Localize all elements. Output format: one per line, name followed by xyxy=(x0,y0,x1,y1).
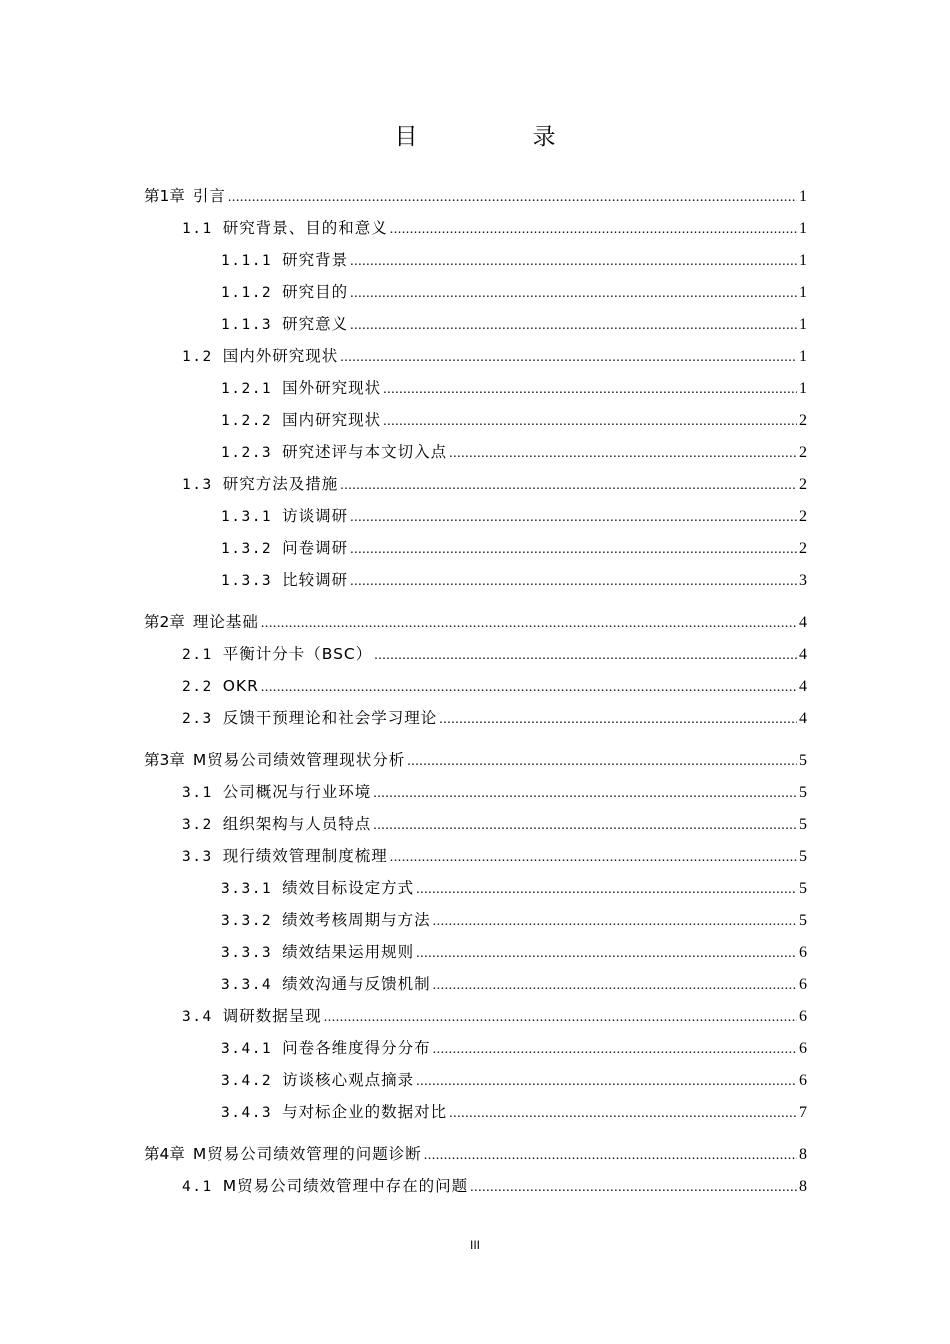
toc-entry-title: 访谈核心观点摘录 xyxy=(282,1071,415,1089)
toc-entry-number: 1.2.1 xyxy=(221,381,273,397)
toc-entry-page: 2 xyxy=(799,540,807,557)
toc-entry-number: 1.1.2 xyxy=(221,285,273,301)
toc-dot-leader xyxy=(373,778,797,810)
toc-subsection-entry[interactable] xyxy=(144,244,807,276)
toc-subsection-entry[interactable] xyxy=(144,372,807,404)
toc-subsection-entry[interactable] xyxy=(144,532,807,564)
toc-entry-number: 3.2 xyxy=(182,817,213,833)
toc-dot-leader xyxy=(433,906,797,938)
toc-dot-leader xyxy=(416,874,797,906)
toc-entry-number: 第2章 xyxy=(144,613,185,631)
toc-entry-number: 1.1 xyxy=(182,221,213,237)
toc-entry-page: 8 xyxy=(799,1146,807,1163)
toc-entry-number: 2.2 xyxy=(182,679,213,695)
toc-entry-title: M贸易公司绩效管理中存在的问题 xyxy=(222,1177,469,1195)
toc-entry-page: 6 xyxy=(799,944,807,961)
toc-entry-number: 1.3.1 xyxy=(221,509,273,525)
toc-subsection-entry[interactable] xyxy=(144,436,807,468)
toc-entry-title: 访谈调研 xyxy=(282,507,349,525)
toc-dot-leader xyxy=(350,246,797,278)
toc-entry-number: 3.4.2 xyxy=(221,1073,273,1089)
toc-dot-leader xyxy=(390,842,797,874)
toc-entry-page: 1 xyxy=(799,316,807,333)
toc-entry-title: 理论基础 xyxy=(192,613,259,631)
toc-subsection-entry[interactable] xyxy=(144,1064,807,1096)
toc-entry-page: 2 xyxy=(799,412,807,429)
toc-entry-title: 调研数据呈现 xyxy=(222,1007,322,1025)
page-title: 目 录 xyxy=(394,124,602,150)
toc-chapter-entry[interactable] xyxy=(144,606,807,638)
toc-entry-number: 1.2.3 xyxy=(221,445,273,461)
toc-dot-leader xyxy=(350,310,797,342)
toc-entry-title: M贸易公司绩效管理现状分析 xyxy=(192,751,406,769)
toc-subsection-entry[interactable] xyxy=(144,1032,807,1064)
toc-entry-number: 1.2 xyxy=(182,349,213,365)
toc-entry-title: 引言 xyxy=(192,187,226,205)
toc-entry-page: 1 xyxy=(799,284,807,301)
toc-section-entry[interactable] xyxy=(144,212,807,244)
toc-entry-page: 1 xyxy=(799,188,807,205)
toc-entry-number: 第3章 xyxy=(144,751,185,769)
toc-section-entry[interactable] xyxy=(144,776,807,808)
toc-dot-leader xyxy=(350,534,797,566)
toc-dot-leader xyxy=(340,470,797,502)
toc-subsection-entry[interactable] xyxy=(144,968,807,1000)
toc-dot-leader xyxy=(407,746,797,778)
toc-dot-leader xyxy=(350,502,797,534)
toc-subsection-entry[interactable] xyxy=(144,500,807,532)
toc-entry-number: 1.3.3 xyxy=(221,573,273,589)
toc-dot-leader xyxy=(433,970,797,1002)
toc-entry-number: 1.2.2 xyxy=(221,413,273,429)
toc-subsection-entry[interactable] xyxy=(144,564,807,596)
toc-dot-leader xyxy=(424,1140,797,1172)
toc-dot-leader xyxy=(390,214,797,246)
toc-dot-leader xyxy=(439,704,797,736)
toc-dot-leader xyxy=(374,640,797,672)
toc-entry-number: 3.3 xyxy=(182,849,213,865)
toc-section-entry[interactable] xyxy=(144,638,807,670)
toc-entry-page: 2 xyxy=(799,508,807,525)
toc-entry-title: 国外研究现状 xyxy=(282,379,382,397)
toc-entry-number: 第4章 xyxy=(144,1145,185,1163)
toc-section-entry[interactable] xyxy=(144,340,807,372)
toc-entry-page: 1 xyxy=(799,348,807,365)
toc-entry-number: 1.3.2 xyxy=(221,541,273,557)
toc-entry-number: 3.3.3 xyxy=(221,945,273,961)
toc-entry-page: 3 xyxy=(799,572,807,589)
toc-entry-title: 绩效结果运用规则 xyxy=(282,943,415,961)
toc-entry-page: 6 xyxy=(799,976,807,993)
toc-entry-number: 3.4.3 xyxy=(221,1105,273,1121)
toc-dot-leader xyxy=(228,182,797,214)
toc-section-entry[interactable] xyxy=(144,670,807,702)
toc-section-entry[interactable] xyxy=(144,1000,807,1032)
toc-entry-number: 3.3.2 xyxy=(221,913,273,929)
toc-entry-title: 反馈干预理论和社会学习理论 xyxy=(222,709,438,727)
toc-entry-page: 5 xyxy=(799,880,807,897)
toc-entry-page: 5 xyxy=(799,784,807,801)
toc-entry-number: 1.1.3 xyxy=(221,317,273,333)
toc-section-entry[interactable] xyxy=(144,840,807,872)
toc-section-entry[interactable] xyxy=(144,1170,807,1202)
toc-entry-title: 国内外研究现状 xyxy=(222,347,339,365)
toc-entry-title: M贸易公司绩效管理的问题诊断 xyxy=(192,1145,422,1163)
toc-entry-page: 2 xyxy=(799,444,807,461)
toc-dot-leader xyxy=(383,406,797,438)
toc-entry-title: 研究背景、目的和意义 xyxy=(222,219,388,237)
toc-entry-title: 研究方法及措施 xyxy=(222,475,339,493)
toc-entry-title: 研究目的 xyxy=(282,283,349,301)
toc-subsection-entry[interactable] xyxy=(144,872,807,904)
toc-section-entry[interactable] xyxy=(144,468,807,500)
page-number-footer: III xyxy=(469,1238,480,1252)
toc-entry-number: 2.1 xyxy=(182,647,213,663)
toc-dot-leader xyxy=(350,566,797,598)
toc-entry-page: 5 xyxy=(799,752,807,769)
toc-entry-number: 3.3.4 xyxy=(221,977,273,993)
toc-dot-leader xyxy=(350,278,797,310)
toc-entry-page: 4 xyxy=(799,678,807,695)
toc-entry-page: 4 xyxy=(799,614,807,631)
toc-entry-page: 4 xyxy=(799,646,807,663)
toc-dot-leader xyxy=(324,1002,797,1034)
toc-section-entry[interactable] xyxy=(144,808,807,840)
toc-entry-title: OKR xyxy=(222,677,259,695)
toc-entry-page: 1 xyxy=(799,252,807,269)
toc-entry-title: 比较调研 xyxy=(282,571,349,589)
toc-dot-leader xyxy=(416,938,797,970)
toc-entry-number: 3.4.1 xyxy=(221,1041,273,1057)
toc-entry-page: 8 xyxy=(799,1178,807,1195)
toc-entry-title: 研究述评与本文切入点 xyxy=(282,443,448,461)
toc-entry-title: 国内研究现状 xyxy=(282,411,382,429)
toc-entry-title: 绩效沟通与反馈机制 xyxy=(282,975,431,993)
toc-subsection-entry[interactable] xyxy=(144,308,807,340)
toc-entry-title: 绩效考核周期与方法 xyxy=(282,911,431,929)
toc-entry-page: 6 xyxy=(799,1008,807,1025)
toc-entry-title: 研究意义 xyxy=(282,315,349,333)
toc-entry-number: 3.1 xyxy=(182,785,213,801)
toc-dot-leader xyxy=(261,608,797,640)
toc-section-entry[interactable] xyxy=(144,702,807,734)
toc-dot-leader xyxy=(383,374,797,406)
toc-dot-leader xyxy=(340,342,797,374)
toc-entry-title: 与对标企业的数据对比 xyxy=(282,1103,448,1121)
toc-chapter-entry[interactable] xyxy=(144,180,807,212)
toc-entry-title: 公司概况与行业环境 xyxy=(222,783,372,801)
toc-entry-title: 组织架构与人员特点 xyxy=(222,815,372,833)
toc-entry-title: 绩效目标设定方式 xyxy=(282,879,415,897)
toc-entry-page: 5 xyxy=(799,816,807,833)
toc-entry-title: 问卷各维度得分分布 xyxy=(282,1039,431,1057)
toc-entry-number: 3.4 xyxy=(182,1009,213,1025)
toc-subsection-entry[interactable] xyxy=(144,904,807,936)
toc-dot-leader xyxy=(433,1034,797,1066)
toc-entry-page: 5 xyxy=(799,848,807,865)
toc-entry-number: 1.1.1 xyxy=(221,253,273,269)
toc-entry-page: 2 xyxy=(799,476,807,493)
toc-subsection-entry[interactable] xyxy=(144,404,807,436)
toc-dot-leader xyxy=(470,1172,797,1204)
toc-dot-leader xyxy=(416,1066,797,1098)
toc-chapter-entry[interactable] xyxy=(144,744,807,776)
toc-entry-page: 5 xyxy=(799,912,807,929)
toc-entry-title: 平衡计分卡（BSC） xyxy=(222,645,373,663)
toc-entry-page: 6 xyxy=(799,1040,807,1057)
toc-entry-title: 研究背景 xyxy=(282,251,349,269)
toc-entry-title: 问卷调研 xyxy=(282,539,349,557)
table-of-contents xyxy=(144,180,807,1202)
toc-entry-page: 7 xyxy=(799,1104,807,1121)
toc-entry-page: 1 xyxy=(799,220,807,237)
toc-subsection-entry[interactable] xyxy=(144,1096,807,1128)
toc-entry-page: 6 xyxy=(799,1072,807,1089)
toc-entry-number: 4.1 xyxy=(182,1179,213,1195)
toc-entry-number: 1.3 xyxy=(182,477,213,493)
toc-entry-page: 4 xyxy=(799,710,807,727)
toc-entry-title: 现行绩效管理制度梳理 xyxy=(222,847,388,865)
toc-subsection-entry[interactable] xyxy=(144,276,807,308)
toc-entry-number: 2.3 xyxy=(182,711,213,727)
toc-dot-leader xyxy=(261,672,797,704)
toc-chapter-entry[interactable] xyxy=(144,1138,807,1170)
toc-dot-leader xyxy=(449,1098,797,1130)
toc-dot-leader xyxy=(373,810,797,842)
toc-entry-number: 3.3.1 xyxy=(221,881,273,897)
toc-entry-page: 1 xyxy=(799,380,807,397)
toc-dot-leader xyxy=(449,438,797,470)
toc-subsection-entry[interactable] xyxy=(144,936,807,968)
toc-entry-number: 第1章 xyxy=(144,187,185,205)
